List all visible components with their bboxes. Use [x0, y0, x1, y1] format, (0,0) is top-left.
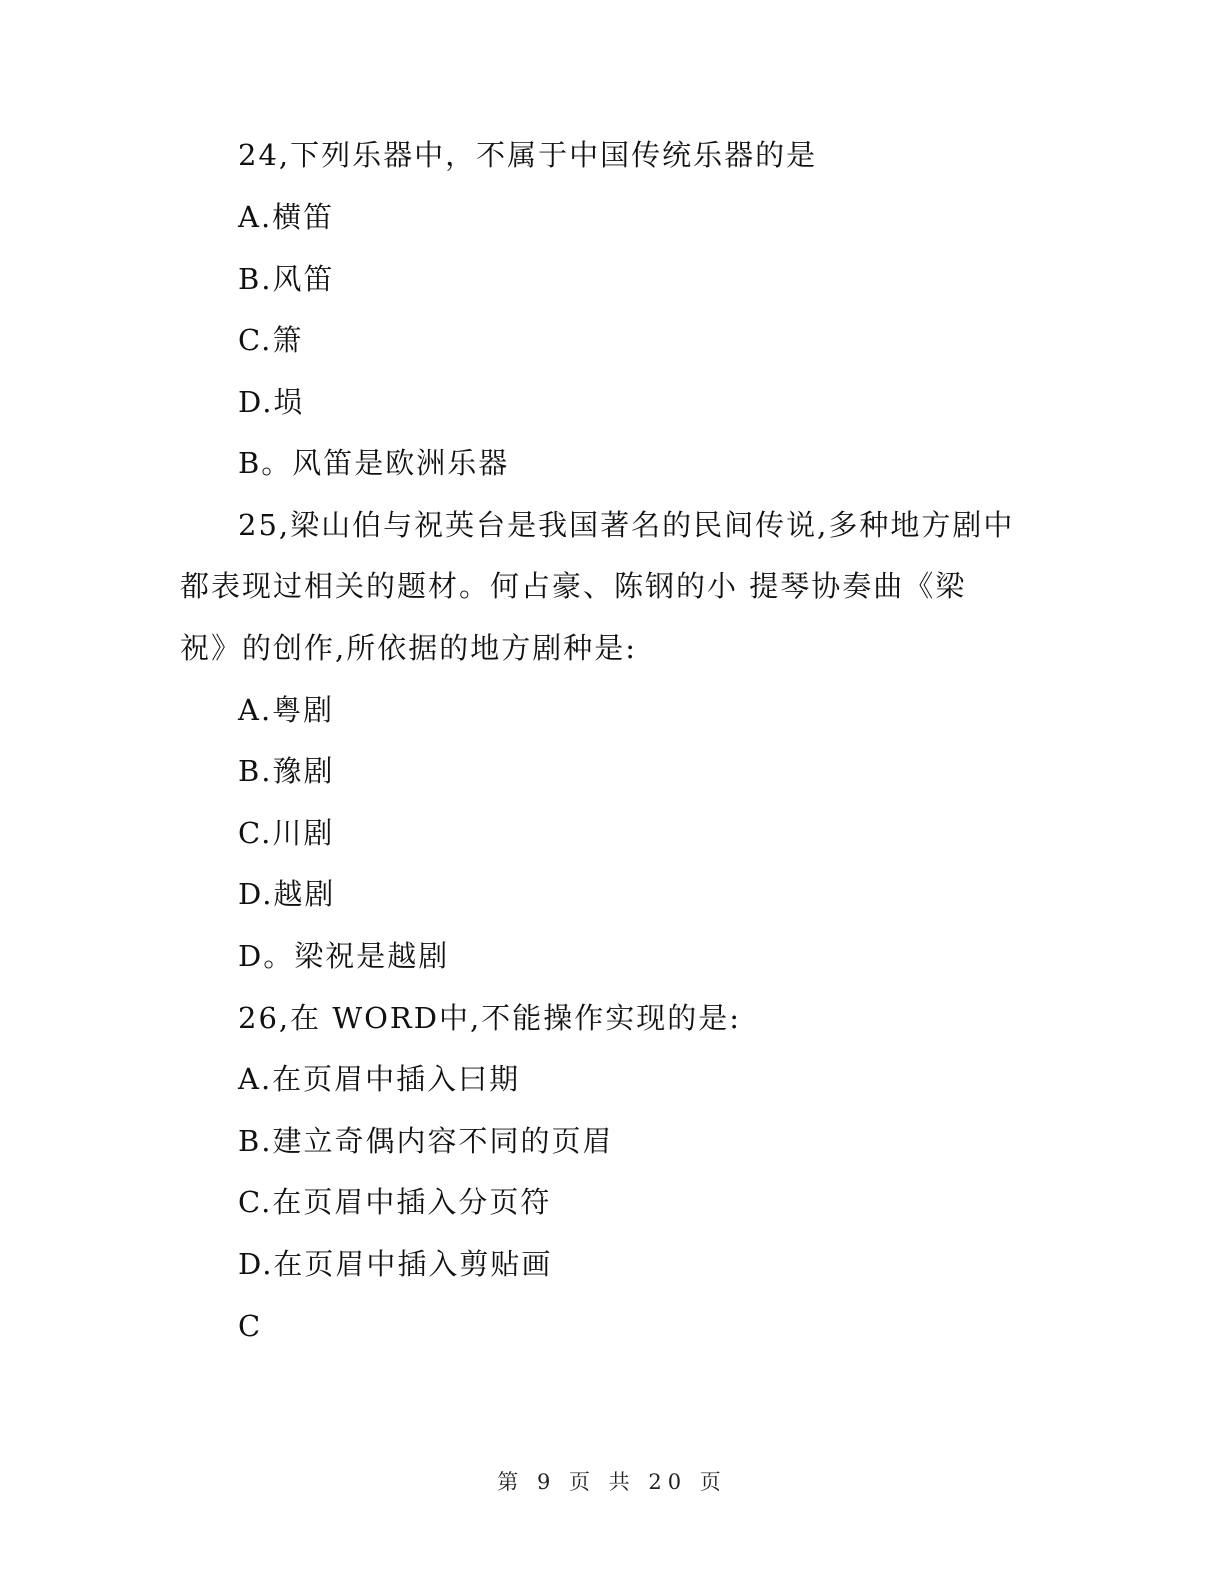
- q25-option-d: D.越剧: [238, 877, 336, 911]
- q26-option-a: A.在页眉中插入曰期: [238, 1062, 521, 1096]
- question-25-line-3: 祝》的创作,所依据的地方剧种是:: [180, 631, 637, 665]
- question-25-line-1: 25,梁山伯与祝英台是我国著名的民间传说,多种地方剧中: [238, 508, 1015, 542]
- q24-option-d: D.埙: [238, 385, 305, 419]
- question-26: 26,在 WORD中,不能操作实现的是:: [238, 1001, 741, 1035]
- q26-option-b: B.建立奇偶内容不同的页眉: [238, 1124, 614, 1158]
- page-footer: 第 9 页 共 20 页: [497, 1470, 727, 1494]
- q26-option-c: C.在页眉中插入分页符: [238, 1185, 552, 1219]
- q24-option-a: A.横笛: [238, 200, 335, 234]
- q25-option-b: B.豫剧: [238, 754, 335, 788]
- q25-answer: D。梁祝是越剧: [238, 939, 450, 973]
- q24-option-c: C.箫: [238, 323, 304, 357]
- q26-answer: C: [238, 1309, 263, 1343]
- question-25-line-2: 都表现过相关的题材。何占豪、陈钢的小 提琴协奏曲《梁: [180, 569, 967, 603]
- q24-option-b: B.风笛: [238, 262, 335, 296]
- q26-option-d: D.在页眉中插入剪贴画: [238, 1247, 553, 1281]
- question-24: 24,下列乐器中，不属于中国传统乐器的是: [238, 138, 818, 172]
- q25-option-a: A.粤剧: [238, 693, 335, 727]
- q24-answer: B。风笛是欧洲乐器: [238, 446, 510, 480]
- q25-option-c: C.川剧: [238, 816, 335, 850]
